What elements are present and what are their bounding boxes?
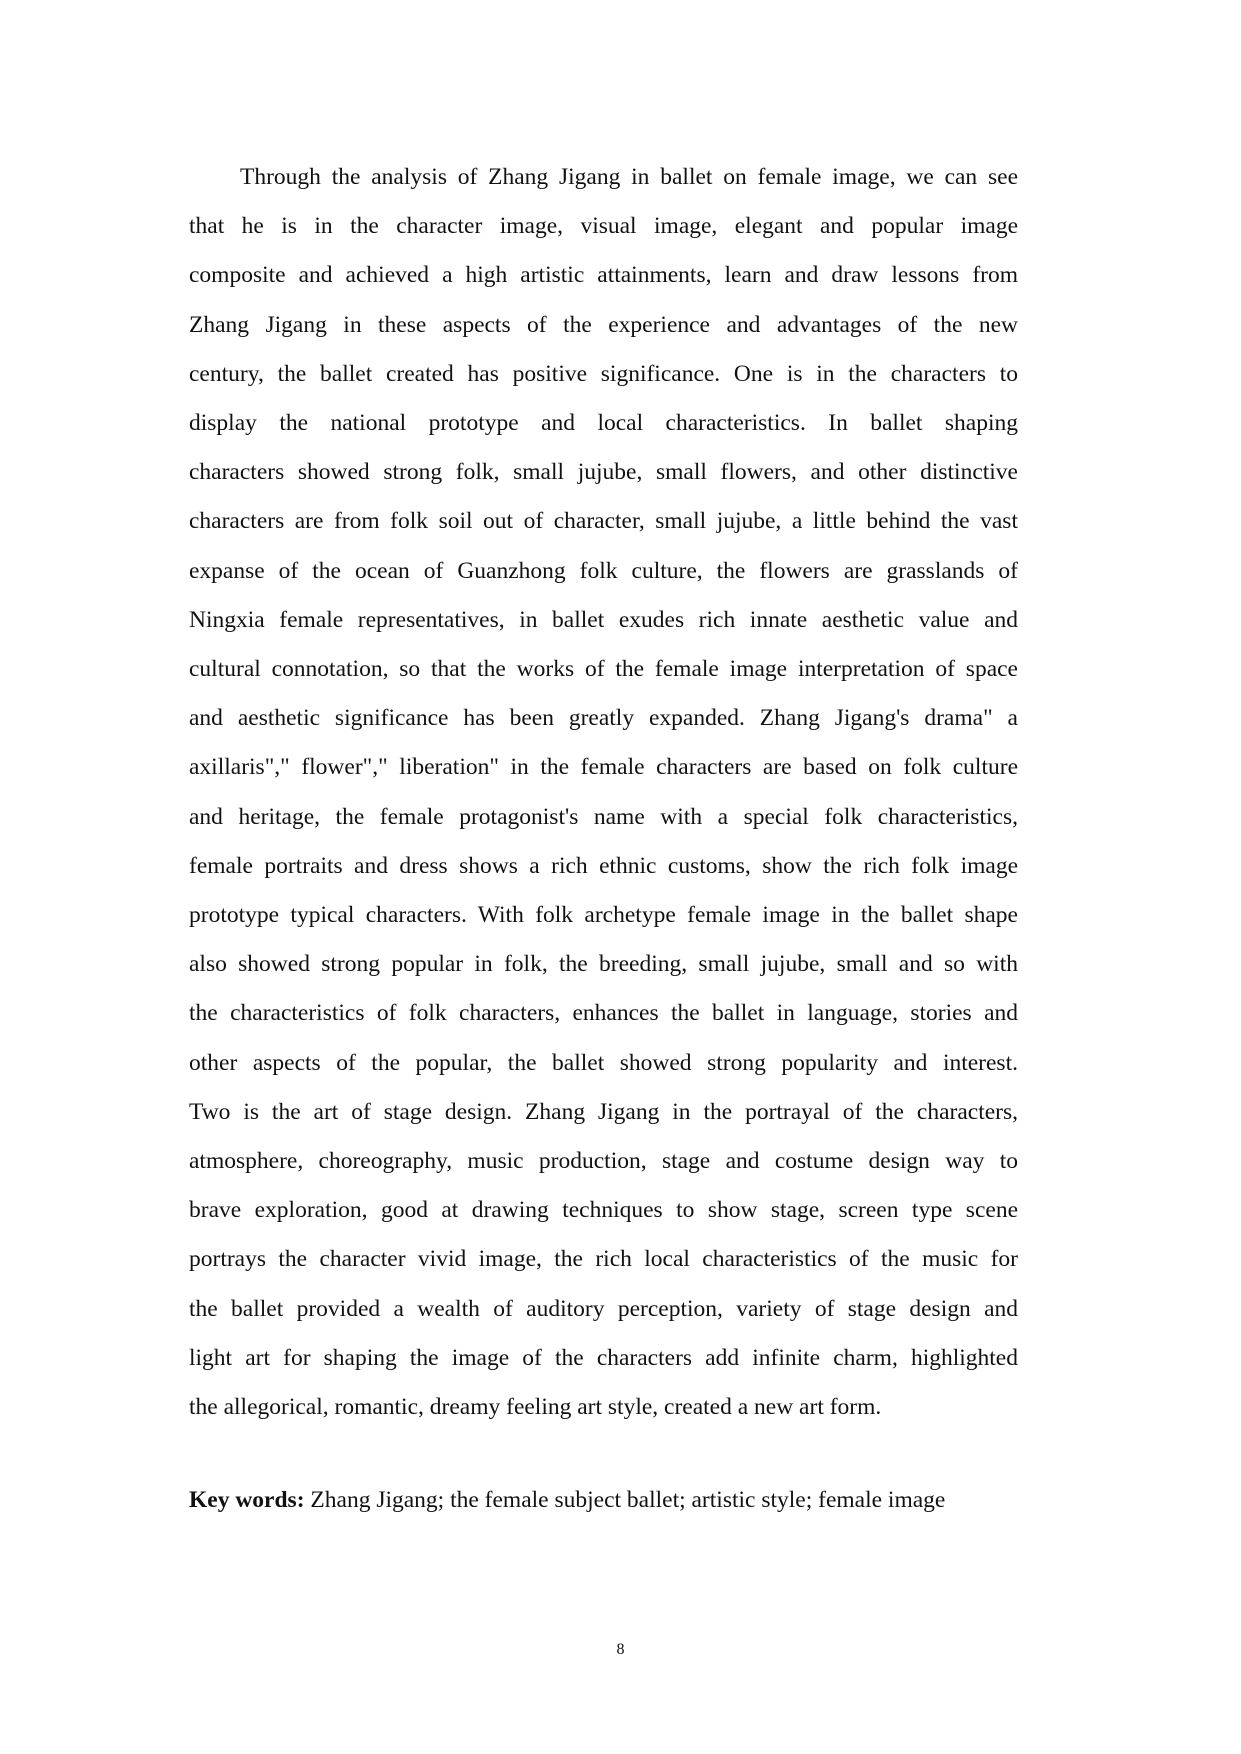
abstract-line: Two is the art of stage design. Zhang Jigang in the portrayal of the characters, — [189, 1098, 1018, 1125]
abstract-line: female portraits and dress shows a rich ethnic customs, show the rich folk image — [189, 852, 1018, 879]
abstract-line: also showed strong popular in folk, the breeding, small jujube, small and so with — [189, 951, 1018, 978]
abstract-paragraph — [189, 153, 1018, 1432]
abstract-line: the ballet provided a wealth of auditory perception, variety of stage design and — [189, 1295, 1018, 1322]
keywords-label: Key words: — [189, 1487, 305, 1513]
abstract-line: cultural connotation, so that the works of the female image interpretation of space — [189, 656, 1018, 683]
abstract-line: prototype typical characters. With folk archetype female image in the ballet shape — [189, 902, 1018, 929]
abstract-line: and aesthetic significance has been greatly expanded. Zhang Jigang's drama" a — [189, 705, 1018, 732]
abstract-line: century, the ballet created has positive significance. One is in the characters to — [189, 360, 1018, 387]
abstract-line: Zhang Jigang in these aspects of the experience and advantages of the new — [189, 311, 1018, 338]
abstract-line: and heritage, the female protagonist's name with a special folk characteristics, — [189, 803, 1018, 830]
keywords-line — [189, 1485, 1089, 1515]
abstract-line: the characteristics of folk characters, enhances the ballet in language, stories and — [189, 1000, 1018, 1027]
abstract-line: axillaris"," flower"," liberation" in the female characters are based on folk culture — [189, 754, 1018, 781]
abstract-line: brave exploration, good at drawing techniques to show stage, screen type scene — [189, 1197, 1018, 1224]
abstract-line: atmosphere, choreography, music production, stage and costume design way to — [189, 1148, 1018, 1175]
abstract-line: composite and achieved a high artistic attainments, learn and draw lessons from — [189, 262, 1018, 289]
abstract-line: characters showed strong folk, small jujube, small flowers, and other distinctive — [189, 459, 1018, 486]
keywords-text: Zhang Jigang; the female subject ballet; artistic style; female image — [304, 1487, 946, 1513]
abstract-line: portrays the character vivid image, the rich local characteristics of the music for — [189, 1246, 1018, 1273]
abstract-line: Ningxia female representatives, in ballet exudes rich innate aesthetic value and — [189, 606, 1018, 633]
abstract-line: expanse of the ocean of Guanzhong folk culture, the flowers are grasslands of — [189, 557, 1018, 584]
abstract-line: that he is in the character image, visual image, elegant and popular image — [189, 213, 1018, 240]
abstract-line: the allegorical, romantic, dreamy feeling art style, created a new art form. — [189, 1394, 882, 1421]
abstract-line: display the national prototype and local characteristics. In ballet shaping — [189, 410, 1018, 437]
abstract-line: Through the analysis of Zhang Jigang in ballet on female image, we can see — [240, 164, 1018, 190]
page-number: 8 — [616, 1641, 625, 1658]
abstract-line: other aspects of the popular, the ballet showed strong popularity and interest. — [189, 1049, 1018, 1076]
abstract-line: characters are from folk soil out of character, small jujube, a little behind the vast — [189, 508, 1018, 535]
abstract-line: light art for shaping the image of the characters add infinite charm, highlighted — [189, 1344, 1018, 1371]
